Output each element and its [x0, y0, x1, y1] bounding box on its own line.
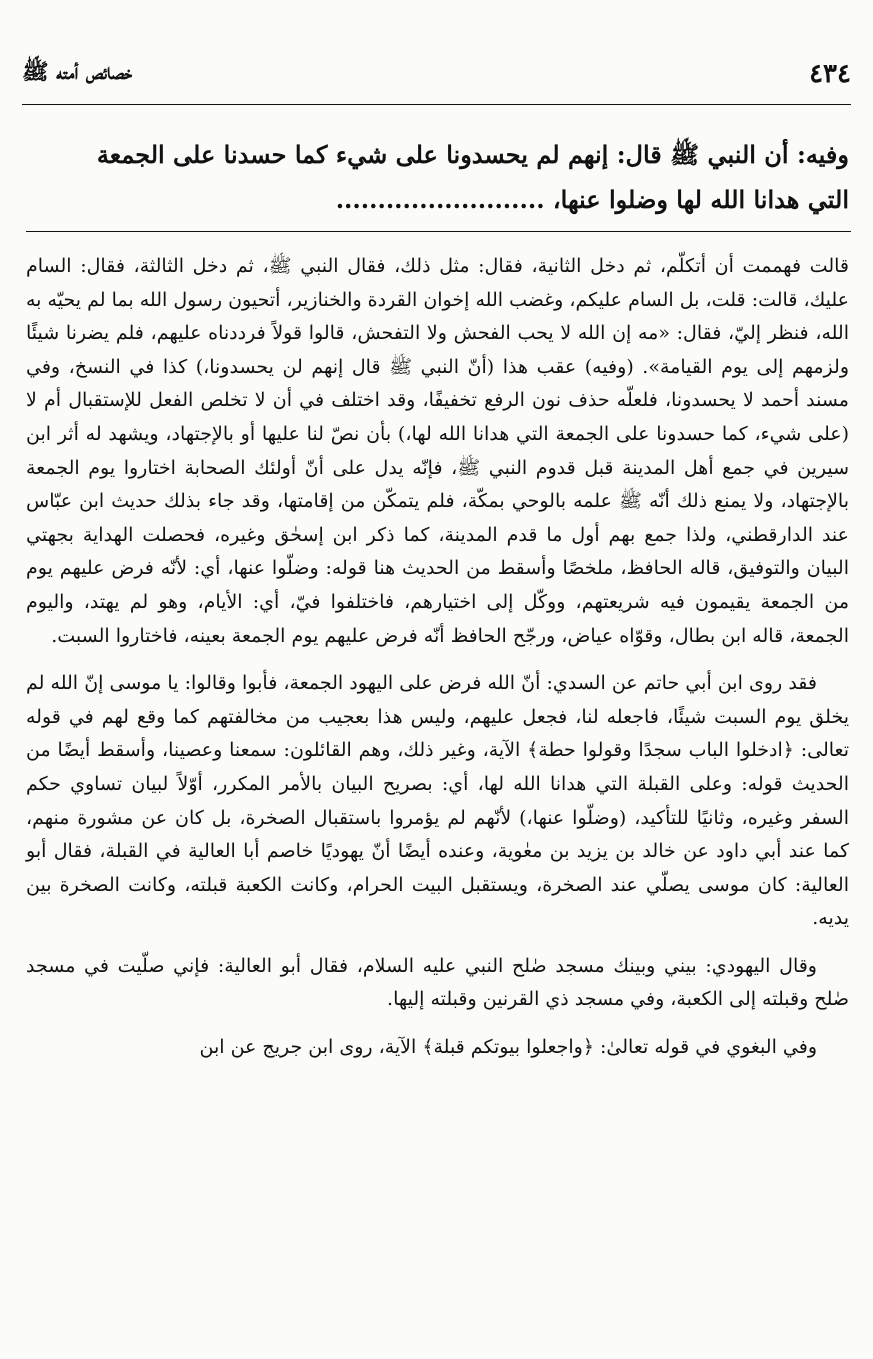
commentary-paragraph: قالت فهممت أن أتكلّم، ثم دخل الثانية، فقال: مثل ذلك، فقال النبي ﷺ، ثم دخل الثالثة، فقال: السام عليك، قالت: قلت، بل السام عليكم، وغضب الله إخوان القردة والخنازير، أتحيون رسول الله بما لم يحيّه به الله، فنظر إليّ، فقال: «مه إن الله لا يحب الفحش ولا التفحش، قالوا قولاً فرددناه عليهم، فلم يضرنا شيئًا ولزمهم إلى يوم القيامة». (وفيه) عقب هذا (أنّ النبي ﷺ قال إنهم لن يحسدونا،) كذا في النسخ، وفي مسند أحمد لا يحسدونا، فلعلّه حذف نون الرفع تخفيفًا، وقد اختلف في أن لا تخلص الفعل للإستقبال أم لا (على شيء، كما حسدونا على الجمعة التي هدانا الله لها،) بأن نصّ لنا عليها أو بالإجتهاد، ويشهد له أثر ابن سيرين في جمع أهل المدينة قبل قدوم النبي ﷺ، فإنّه يدل على أنّ أولئك الصحابة اختاروا يوم الجمعة بالإجتهاد، ولا يمنع ذلك أنّه ﷺ علمه بالوحي بمكّة، فلم يتمكّن من إقامتها، وقد جاء بذلك حديث ابن عبّاس عند الدارقطني، ولذا جمع بهم أول ما قدم المدينة، كما ذكر ابن إسحٰق وغيره، فحصلت الهداية بجهتي البيان والتوفيق، قاله الحافظ، ملخصًا وأسقط من الحديث هنا قوله: وضلّوا عنها، أي: لأنّه فرض عليهم يوم من الجمعة يقيمون فيه شريعتهم، ووكّل إلى اختيارهم، فاختلفوا فيّ، أي: الأيام، وهو لم يهتد، واليوم الجمعة، قاله ابن بطال، وقوّاه عياض، ورجّح الحافظ أنّه فرض عليهم يوم الجمعة بعينه، فاختاروا السبت.	[26, 255, 849, 647]
commentary-text	[26, 250, 849, 1065]
header-rule	[22, 104, 851, 105]
page-number: ٤٣٤	[809, 59, 851, 89]
running-title: خصائص أمته ﷺ	[22, 59, 133, 85]
matn-line: وفيه: أن النبي ﷺ قال: إنهم لم يحسدونا على شيء كما حسدنا على الجمعة	[96, 140, 849, 169]
matn-text	[26, 132, 849, 222]
commentary-paragraph: وقال اليهودي: بيني وبينك مسجد صٰلح النبي عليه السلام، فقال أبو العالية: فإني صلّيت في مسجد صٰلح وقبلته إلى الكعبة، وفي مسجد ذي القرنين وقبلته إليها.	[26, 954, 849, 1011]
page-header	[22, 52, 851, 96]
matn-line: التي هدانا الله لها وضلوا عنها، .........................	[335, 185, 849, 214]
matn-separator-rule	[26, 231, 851, 232]
commentary-paragraph: فقد روى ابن أبي حاتم عن السدي: أنّ الله فرض على اليهود الجمعة، فأبوا وقالوا: يا موسى إنّ الله لم يخلق يوم السبت شيئًا، فاجعله لنا، فجعل عليهم، وليس هذا بعجيب من مخالفتهم كما وقع لهم في قوله تعالى: ﴿ادخلوا الباب سجدًا وقولوا حطة﴾ الآية، وغير ذلك، وهم القائلون: سمعنا وعصينا، وأسقط أيضًا من الحديث قوله: وعلى القبلة التي هدانا الله لها، أي: بصريح البيان بالأمر المكرر، أوّلاً لبيان تساوي حكم السفر وغيره، وثانيًا للتأكيد، (وضلّوا عنها،) لأنّهم لم يؤمروا باستقبال الصخرة، بل كان عن مشورة منهم، كما عند أبي داود عن خالد بن يزيد بن معٰوية، وعنده أيضًا أنّ يهوديًا خاصم أبا العالية في القبلة، فقال أبو العالية: كان موسى يصلّي عند الصخرة، ويستقبل البيت الحرام، وكانت الكعبة قبلته، وكانت الصخرة بين يديه.	[26, 672, 849, 930]
commentary-paragraph: وفي البغوي في قوله تعالىٰ: ﴿واجعلوا بيوتكم قبلة﴾ الآية، روى ابن جريج عن ابن	[199, 1036, 817, 1059]
